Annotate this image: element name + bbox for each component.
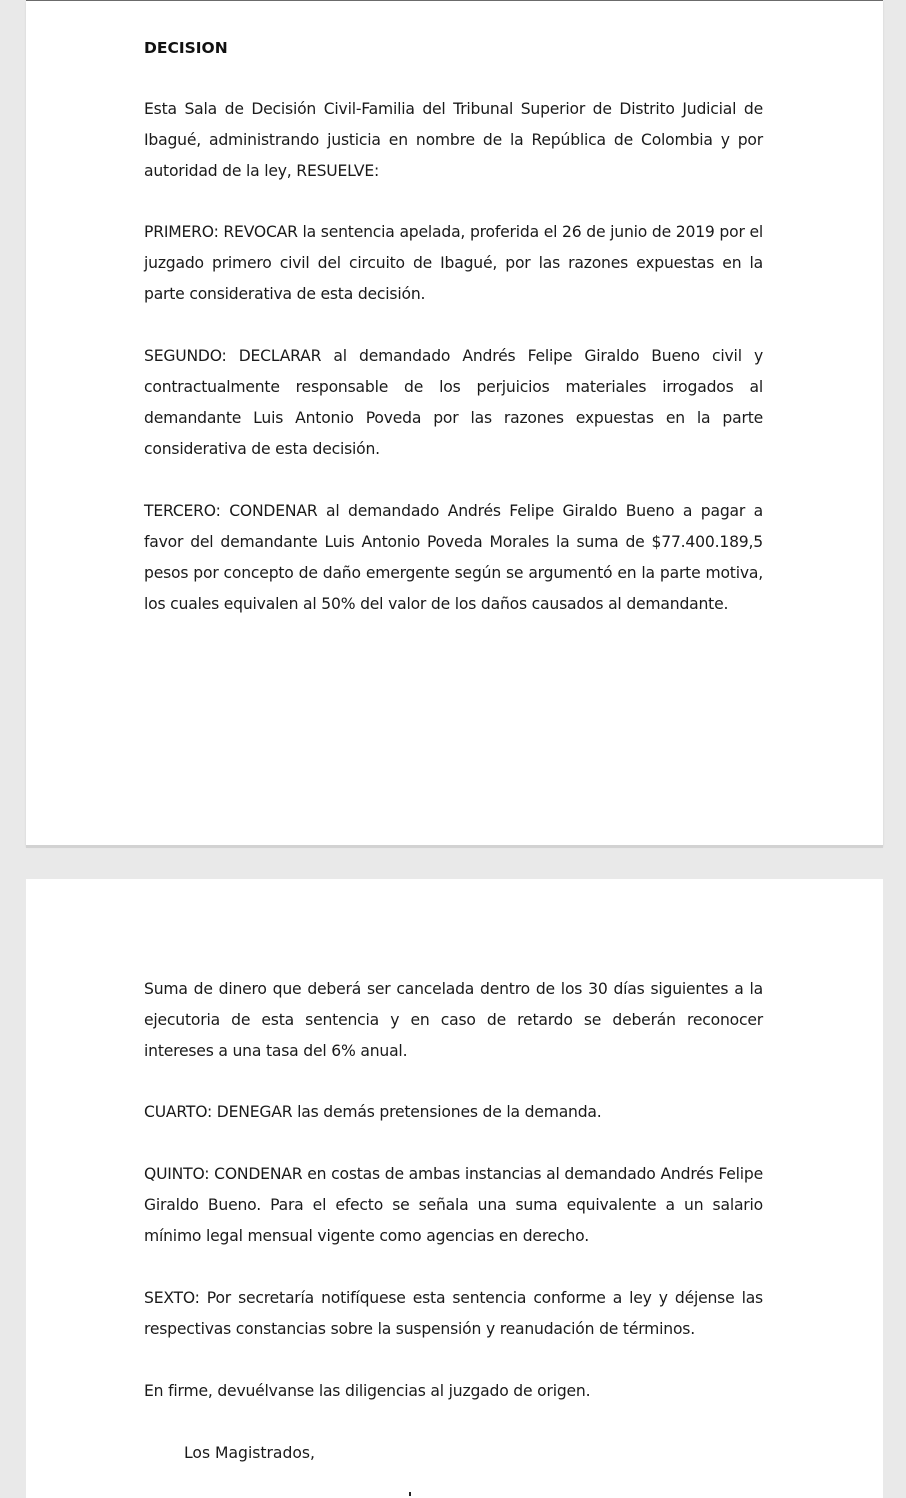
sexto-paragraph: SEXTO: Por secretaría notifíquese esta sentencia conforme a ley y déjense las respectivas constancias sobre la suspensión y reanudación de términos. xyxy=(144,1289,763,1338)
quinto-paragraph: QUINTO: CONDENAR en costas de ambas instancias al demandado Andrés Felipe Giraldo Bueno. Para el efecto se señala una suma equivalente a un salario mínimo legal mensual vigente como agencias en derecho. xyxy=(144,1165,763,1245)
tercero-paragraph: TERCERO: CONDENAR al demandado Andrés Felipe Giraldo Bueno a pagar a favor del demandante Luis Antonio Poveda Morales la suma de $77.400.189,5 pesos por concepto de daño emergente según se argumentó en la parte motiva, los cuales equivalen al 50% del valor de los daños causados al demandante. xyxy=(144,502,763,613)
document-page-1 xyxy=(26,0,883,845)
cuarto-paragraph: CUARTO: DENEGAR las demás pretensiones de la demanda. xyxy=(144,1103,602,1121)
decision-heading: DECISION xyxy=(144,39,228,57)
ink-mark xyxy=(409,1492,411,1496)
page-divider xyxy=(26,845,883,848)
document-page-2 xyxy=(26,879,883,1498)
segundo-paragraph: SEGUNDO: DECLARAR al demandado Andrés Felipe Giraldo Bueno civil y contractualmente responsable de los perjuicios materiales irrogados al demandante Luis Antonio Poveda por las razones expuestas en la parte considerativa de esta decisión. xyxy=(144,347,763,458)
payment-terms-paragraph: Suma de dinero que deberá ser cancelada dentro de los 30 días siguientes a la ejecutoria de esta sentencia y en caso de retardo se deberán reconocer intereses a una tasa del 6% anual. xyxy=(144,980,763,1060)
intro-paragraph: Esta Sala de Decisión Civil-Familia del Tribunal Superior de Distrito Judicial de Ibagué, administrando justicia en nombre de la República de Colombia y por autoridad de la ley, RESUELVE: xyxy=(144,100,763,180)
primero-paragraph: PRIMERO: REVOCAR la sentencia apelada, proferida el 26 de junio de 2019 por el juzgado primero civil del circuito de Ibagué, por las razones expuestas en la parte considerativa de esta decisión. xyxy=(144,223,763,303)
closing-paragraph: En firme, devuélvanse las diligencias al juzgado de origen. xyxy=(144,1382,591,1400)
signature-label: Los Magistrados, xyxy=(184,1444,316,1462)
